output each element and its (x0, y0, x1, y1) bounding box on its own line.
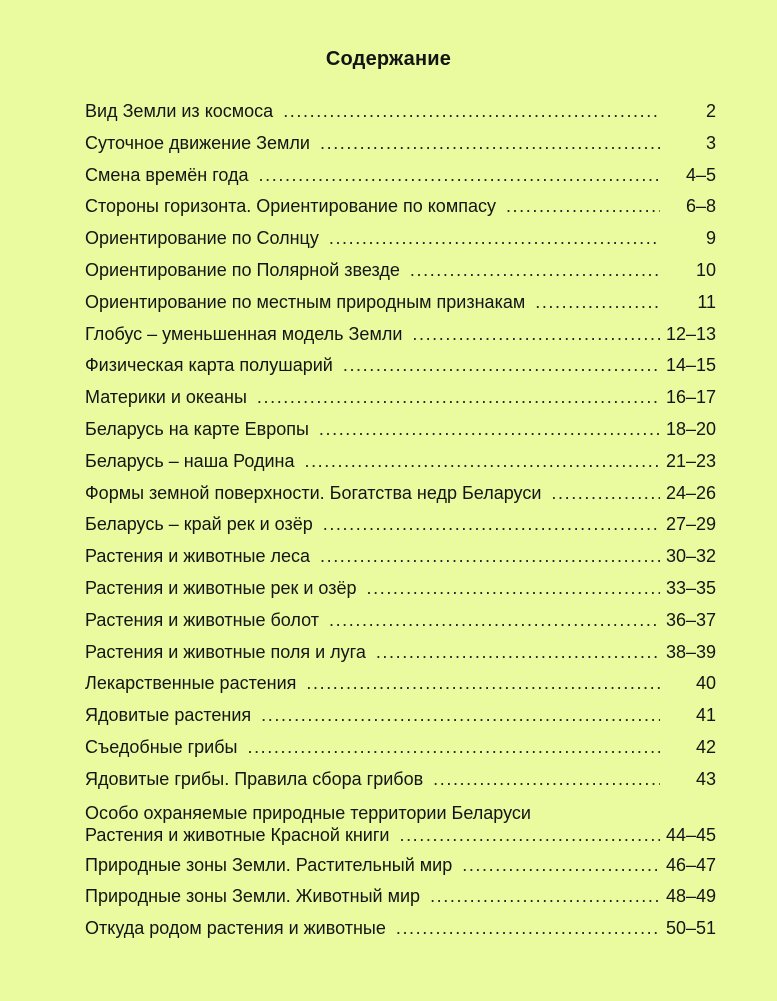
toc-entry-label: Ориентирование по местным природным признакам (85, 291, 526, 312)
toc-entry-second-line (85, 824, 716, 846)
dot-leader (320, 128, 660, 160)
dot-leader (257, 382, 660, 414)
dot-leader (329, 605, 660, 637)
toc-page-number: 42 (695, 736, 716, 757)
toc-entry-label: Откуда родом растения и животные (85, 918, 386, 939)
toc-page-number: 6–8 (685, 196, 716, 217)
toc-entry-label: Растения и животные леса (85, 546, 310, 567)
toc-entry[interactable] (85, 764, 716, 796)
dot-leader (304, 446, 659, 478)
toc-entry[interactable] (85, 605, 716, 637)
toc-entry-label: Вид Земли из космоса (85, 101, 274, 121)
dot-leader (535, 287, 660, 319)
toc-entry[interactable] (85, 881, 716, 913)
toc-entry-label: Беларусь на карте Европы (85, 418, 309, 439)
toc-entry[interactable] (85, 160, 716, 192)
toc-page-number: 33–35 (665, 577, 716, 598)
dot-leader (247, 732, 660, 764)
toc-entry-multiline[interactable] (85, 796, 716, 850)
toc-entry-label: Растения и животные болот (85, 609, 319, 630)
toc-entry[interactable] (85, 573, 716, 605)
dot-leader (430, 881, 660, 913)
toc-page-number: 14–15 (665, 355, 716, 376)
toc-entry-label: Ориентирование по Полярной звезде (85, 259, 400, 280)
toc-entry[interactable] (85, 191, 716, 223)
toc-entry[interactable] (85, 128, 716, 160)
dot-leader (320, 541, 660, 573)
dot-leader (410, 255, 660, 287)
toc-entry-label: Ориентирование по Солнцу (85, 228, 319, 249)
toc-page-number: 18–20 (665, 418, 716, 439)
dot-leader (283, 96, 660, 128)
toc-entry[interactable] (85, 637, 716, 669)
toc-entry-label: Ядовитые грибы. Правила сбора грибов (85, 768, 424, 789)
toc-entry[interactable] (85, 478, 716, 510)
toc-entry-label: Формы земной поверхности. Богатства недр Беларуси (85, 482, 542, 503)
toc-entry[interactable] (85, 732, 716, 764)
toc-entry-label: Стороны горизонта. Ориентирование по компасу (85, 196, 496, 217)
dot-leader (259, 160, 660, 192)
toc-page-number: 30–32 (665, 546, 716, 567)
toc-entry[interactable] (85, 509, 716, 541)
toc-entry-label: Ядовитые растения (85, 705, 252, 726)
toc-entry[interactable] (85, 287, 716, 319)
toc-page-number: 46–47 (665, 854, 716, 875)
toc-entry-label: Беларусь – наша Родина (85, 450, 295, 471)
dot-leader (343, 350, 660, 382)
toc-entry[interactable] (85, 255, 716, 287)
dot-leader (551, 478, 660, 510)
dot-leader (412, 319, 660, 351)
toc-entry-label: Лекарственные растения (85, 673, 297, 694)
dot-leader (261, 700, 660, 732)
toc-entry[interactable] (85, 223, 716, 255)
dot-leader (399, 824, 659, 846)
toc-page-number: 41 (695, 705, 716, 726)
toc-entry-label: Материки и океаны (85, 387, 247, 408)
toc-page-number: 38–39 (665, 641, 716, 662)
toc-page-number: 48–49 (665, 886, 716, 907)
dot-leader (462, 850, 660, 882)
toc-entry[interactable] (85, 319, 716, 351)
toc-page-number: 2 (705, 101, 716, 121)
toc-entry[interactable] (85, 446, 716, 478)
toc-entry[interactable] (85, 350, 716, 382)
dot-leader (376, 637, 660, 669)
toc-entry-label: Съедобные грибы (85, 736, 238, 757)
toc-page-number: 43 (695, 768, 716, 789)
toc-entry-label: Беларусь – край рек и озёр (85, 514, 313, 535)
toc-entry[interactable] (85, 96, 716, 128)
dot-leader (329, 223, 660, 255)
toc-entry-label: Глобус – уменьшенная модель Земли (85, 323, 403, 344)
toc-entry-label: Природные зоны Земли. Растительный мир (85, 854, 453, 875)
dot-leader (323, 509, 660, 541)
page-title: Содержание (325, 48, 452, 70)
toc-entry-label: Растения и животные поля и луга (85, 641, 366, 662)
toc-entry[interactable] (85, 541, 716, 573)
dot-leader (506, 191, 660, 223)
toc-page-number: 27–29 (665, 514, 716, 535)
toc-page-number: 11 (697, 291, 716, 312)
toc-page-number: 40 (695, 673, 716, 694)
dot-leader (367, 573, 660, 605)
toc-entry-label: Особо охраняемые природные территории Беларуси (85, 802, 531, 823)
dot-leader (306, 668, 660, 700)
toc-entry[interactable] (85, 850, 716, 882)
toc-page-number: 44–45 (665, 824, 716, 845)
toc-entry-label: Природные зоны Земли. Животный мир (85, 886, 421, 907)
dot-leader (319, 414, 660, 446)
toc-entry-label: Растения и животные рек и озёр (85, 577, 357, 598)
toc-entry-label: Смена времён года (85, 164, 249, 185)
toc-page-number: 36–37 (665, 609, 716, 630)
toc-page-number: 9 (705, 228, 716, 249)
table-of-contents (85, 96, 716, 945)
toc-page-number: 3 (705, 132, 716, 153)
toc-entry-label: Физическая карта полушарий (85, 355, 333, 376)
toc-page-number: 21–23 (665, 450, 716, 471)
toc-entry[interactable] (85, 414, 716, 446)
dot-leader (396, 913, 660, 945)
toc-entry-label: Суточное движение Земли (85, 132, 310, 153)
toc-page-number: 24–26 (665, 482, 716, 503)
toc-entry[interactable] (85, 382, 716, 414)
toc-entry-label: Растения и животные Красной книги (85, 824, 390, 845)
toc-entry[interactable] (85, 913, 716, 945)
toc-page-number: 16–17 (665, 387, 716, 408)
dot-leader (433, 764, 660, 796)
toc-entry[interactable] (85, 700, 716, 732)
toc-page-number: 12–13 (665, 323, 716, 344)
toc-page-number: 10 (695, 259, 716, 280)
toc-page-number: 4–5 (685, 164, 716, 185)
toc-page-number: 50–51 (665, 918, 716, 939)
toc-entry[interactable] (85, 668, 716, 700)
